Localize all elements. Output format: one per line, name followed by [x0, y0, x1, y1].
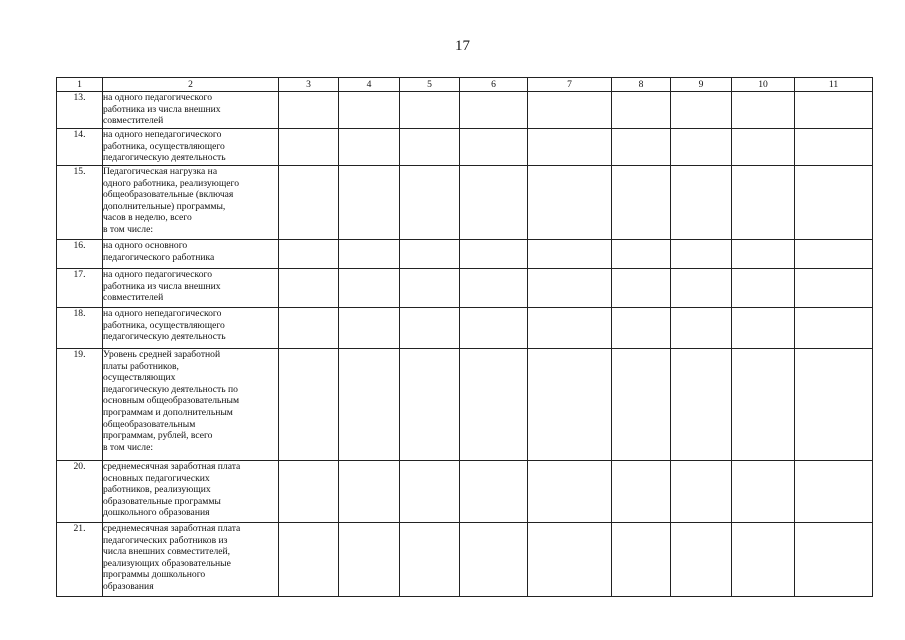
table-cell: [279, 308, 339, 349]
table-cell: [612, 92, 671, 129]
table-cell: [671, 166, 732, 240]
column-header-8: 8: [612, 78, 671, 92]
table-cell: [732, 461, 795, 523]
table-cell: [339, 523, 400, 597]
column-header-3: 3: [279, 78, 339, 92]
table-cell: [795, 240, 873, 269]
table-cell: [671, 461, 732, 523]
header-row: [57, 78, 873, 92]
table-row: [57, 240, 873, 269]
table-cell: [339, 166, 400, 240]
table-cell: [528, 523, 612, 597]
row-label: на одного педагогического работника из числа внешних совместителей: [103, 92, 279, 129]
table-cell: [460, 349, 528, 461]
table-cell: [732, 92, 795, 129]
table-row: [57, 269, 873, 308]
page-number: 17: [455, 38, 470, 54]
table-cell: [795, 461, 873, 523]
row-number: 20.: [57, 461, 103, 523]
row-number: 19.: [57, 349, 103, 461]
table-cell: [400, 240, 460, 269]
column-header-10: 10: [732, 78, 795, 92]
table-cell: [400, 92, 460, 129]
table-cell: [732, 269, 795, 308]
table-cell: [612, 349, 671, 461]
table-cell: [795, 349, 873, 461]
table-cell: [339, 461, 400, 523]
column-header-7: 7: [528, 78, 612, 92]
table-cell: [528, 129, 612, 166]
table-cell: [612, 240, 671, 269]
table-cell: [460, 308, 528, 349]
table-cell: [795, 92, 873, 129]
table-cell: [612, 269, 671, 308]
table-cell: [339, 240, 400, 269]
table-cell: [612, 129, 671, 166]
column-header-4: 4: [339, 78, 400, 92]
table-cell: [795, 129, 873, 166]
table-row: [57, 92, 873, 129]
table-row: [57, 129, 873, 166]
table-cell: [279, 461, 339, 523]
table-row: [57, 166, 873, 240]
table-cell: [528, 349, 612, 461]
table-cell: [795, 523, 873, 597]
row-label: Педагогическая нагрузка на одного работника, реализующего общеобразовательные (включая дополнительные) программы, часов в неделю, всего в том числе:: [103, 166, 279, 240]
table-cell: [732, 308, 795, 349]
table-cell: [671, 240, 732, 269]
table-cell: [279, 166, 339, 240]
table-cell: [400, 523, 460, 597]
row-label: на одного основного педагогического работника: [103, 240, 279, 269]
column-header-5: 5: [400, 78, 460, 92]
row-label: на одного непедагогического работника, осуществляющего педагогическую деятельность: [103, 308, 279, 349]
table-cell: [400, 166, 460, 240]
column-header-2: 2: [103, 78, 279, 92]
table-cell: [460, 523, 528, 597]
table-cell: [279, 269, 339, 308]
table-cell: [279, 92, 339, 129]
table-cell: [400, 308, 460, 349]
table-cell: [671, 129, 732, 166]
table-cell: [279, 129, 339, 166]
table-cell: [612, 461, 671, 523]
table-cell: [460, 92, 528, 129]
table-cell: [400, 269, 460, 308]
table-row: [57, 461, 873, 523]
row-label: на одного непедагогического работника, осуществляющего педагогическую деятельность: [103, 129, 279, 166]
table-cell: [460, 129, 528, 166]
table-cell: [528, 308, 612, 349]
table-cell: [612, 308, 671, 349]
column-header-1: 1: [57, 78, 103, 92]
table-cell: [671, 308, 732, 349]
table-cell: [732, 523, 795, 597]
table-cell: [528, 269, 612, 308]
table-cell: [339, 269, 400, 308]
table-cell: [732, 240, 795, 269]
column-header-6: 6: [460, 78, 528, 92]
table-cell: [732, 349, 795, 461]
table-cell: [528, 461, 612, 523]
table-cell: [400, 461, 460, 523]
table-cell: [732, 129, 795, 166]
row-number: 21.: [57, 523, 103, 597]
table-cell: [795, 308, 873, 349]
table-cell: [671, 269, 732, 308]
row-number: 18.: [57, 308, 103, 349]
row-number: 15.: [57, 166, 103, 240]
table-cell: [339, 349, 400, 461]
table-row: [57, 308, 873, 349]
table-cell: [671, 523, 732, 597]
table-cell: [795, 166, 873, 240]
table-cell: [339, 308, 400, 349]
table-cell: [671, 349, 732, 461]
table-row: [57, 523, 873, 597]
table-cell: [460, 240, 528, 269]
table-cell: [612, 523, 671, 597]
table-cell: [279, 523, 339, 597]
table-cell: [400, 129, 460, 166]
row-label: среднемесячная заработная плата основных педагогических работников, реализующих образовательные программы дошкольного образования: [103, 461, 279, 523]
row-number: 17.: [57, 269, 103, 308]
column-header-11: 11: [795, 78, 873, 92]
row-label: на одного педагогического работника из числа внешних совместителей: [103, 269, 279, 308]
table-cell: [339, 129, 400, 166]
column-header-9: 9: [671, 78, 732, 92]
table-cell: [400, 349, 460, 461]
table-cell: [612, 166, 671, 240]
table-cell: [528, 166, 612, 240]
table-cell: [460, 269, 528, 308]
report-table: [56, 77, 873, 597]
table-cell: [528, 240, 612, 269]
row-number: 14.: [57, 129, 103, 166]
table-cell: [279, 240, 339, 269]
row-label: Уровень средней заработной платы работников, осуществляющих педагогическую деятельность по основным общеобразовательным программам и дополнительным общеобразовательным программам, рублей, всего в том числе:: [103, 349, 279, 461]
row-number: 13.: [57, 92, 103, 129]
table-cell: [795, 269, 873, 308]
table-cell: [671, 92, 732, 129]
table-cell: [460, 166, 528, 240]
table-cell: [279, 349, 339, 461]
table-cell: [732, 166, 795, 240]
table-cell: [339, 92, 400, 129]
table-cell: [460, 461, 528, 523]
row-label: среднемесячная заработная плата педагогических работников из числа внешних совместителей, реализующих образовательные программы дошкольного образования: [103, 523, 279, 597]
row-number: 16.: [57, 240, 103, 269]
table-row: [57, 349, 873, 461]
table-cell: [528, 92, 612, 129]
